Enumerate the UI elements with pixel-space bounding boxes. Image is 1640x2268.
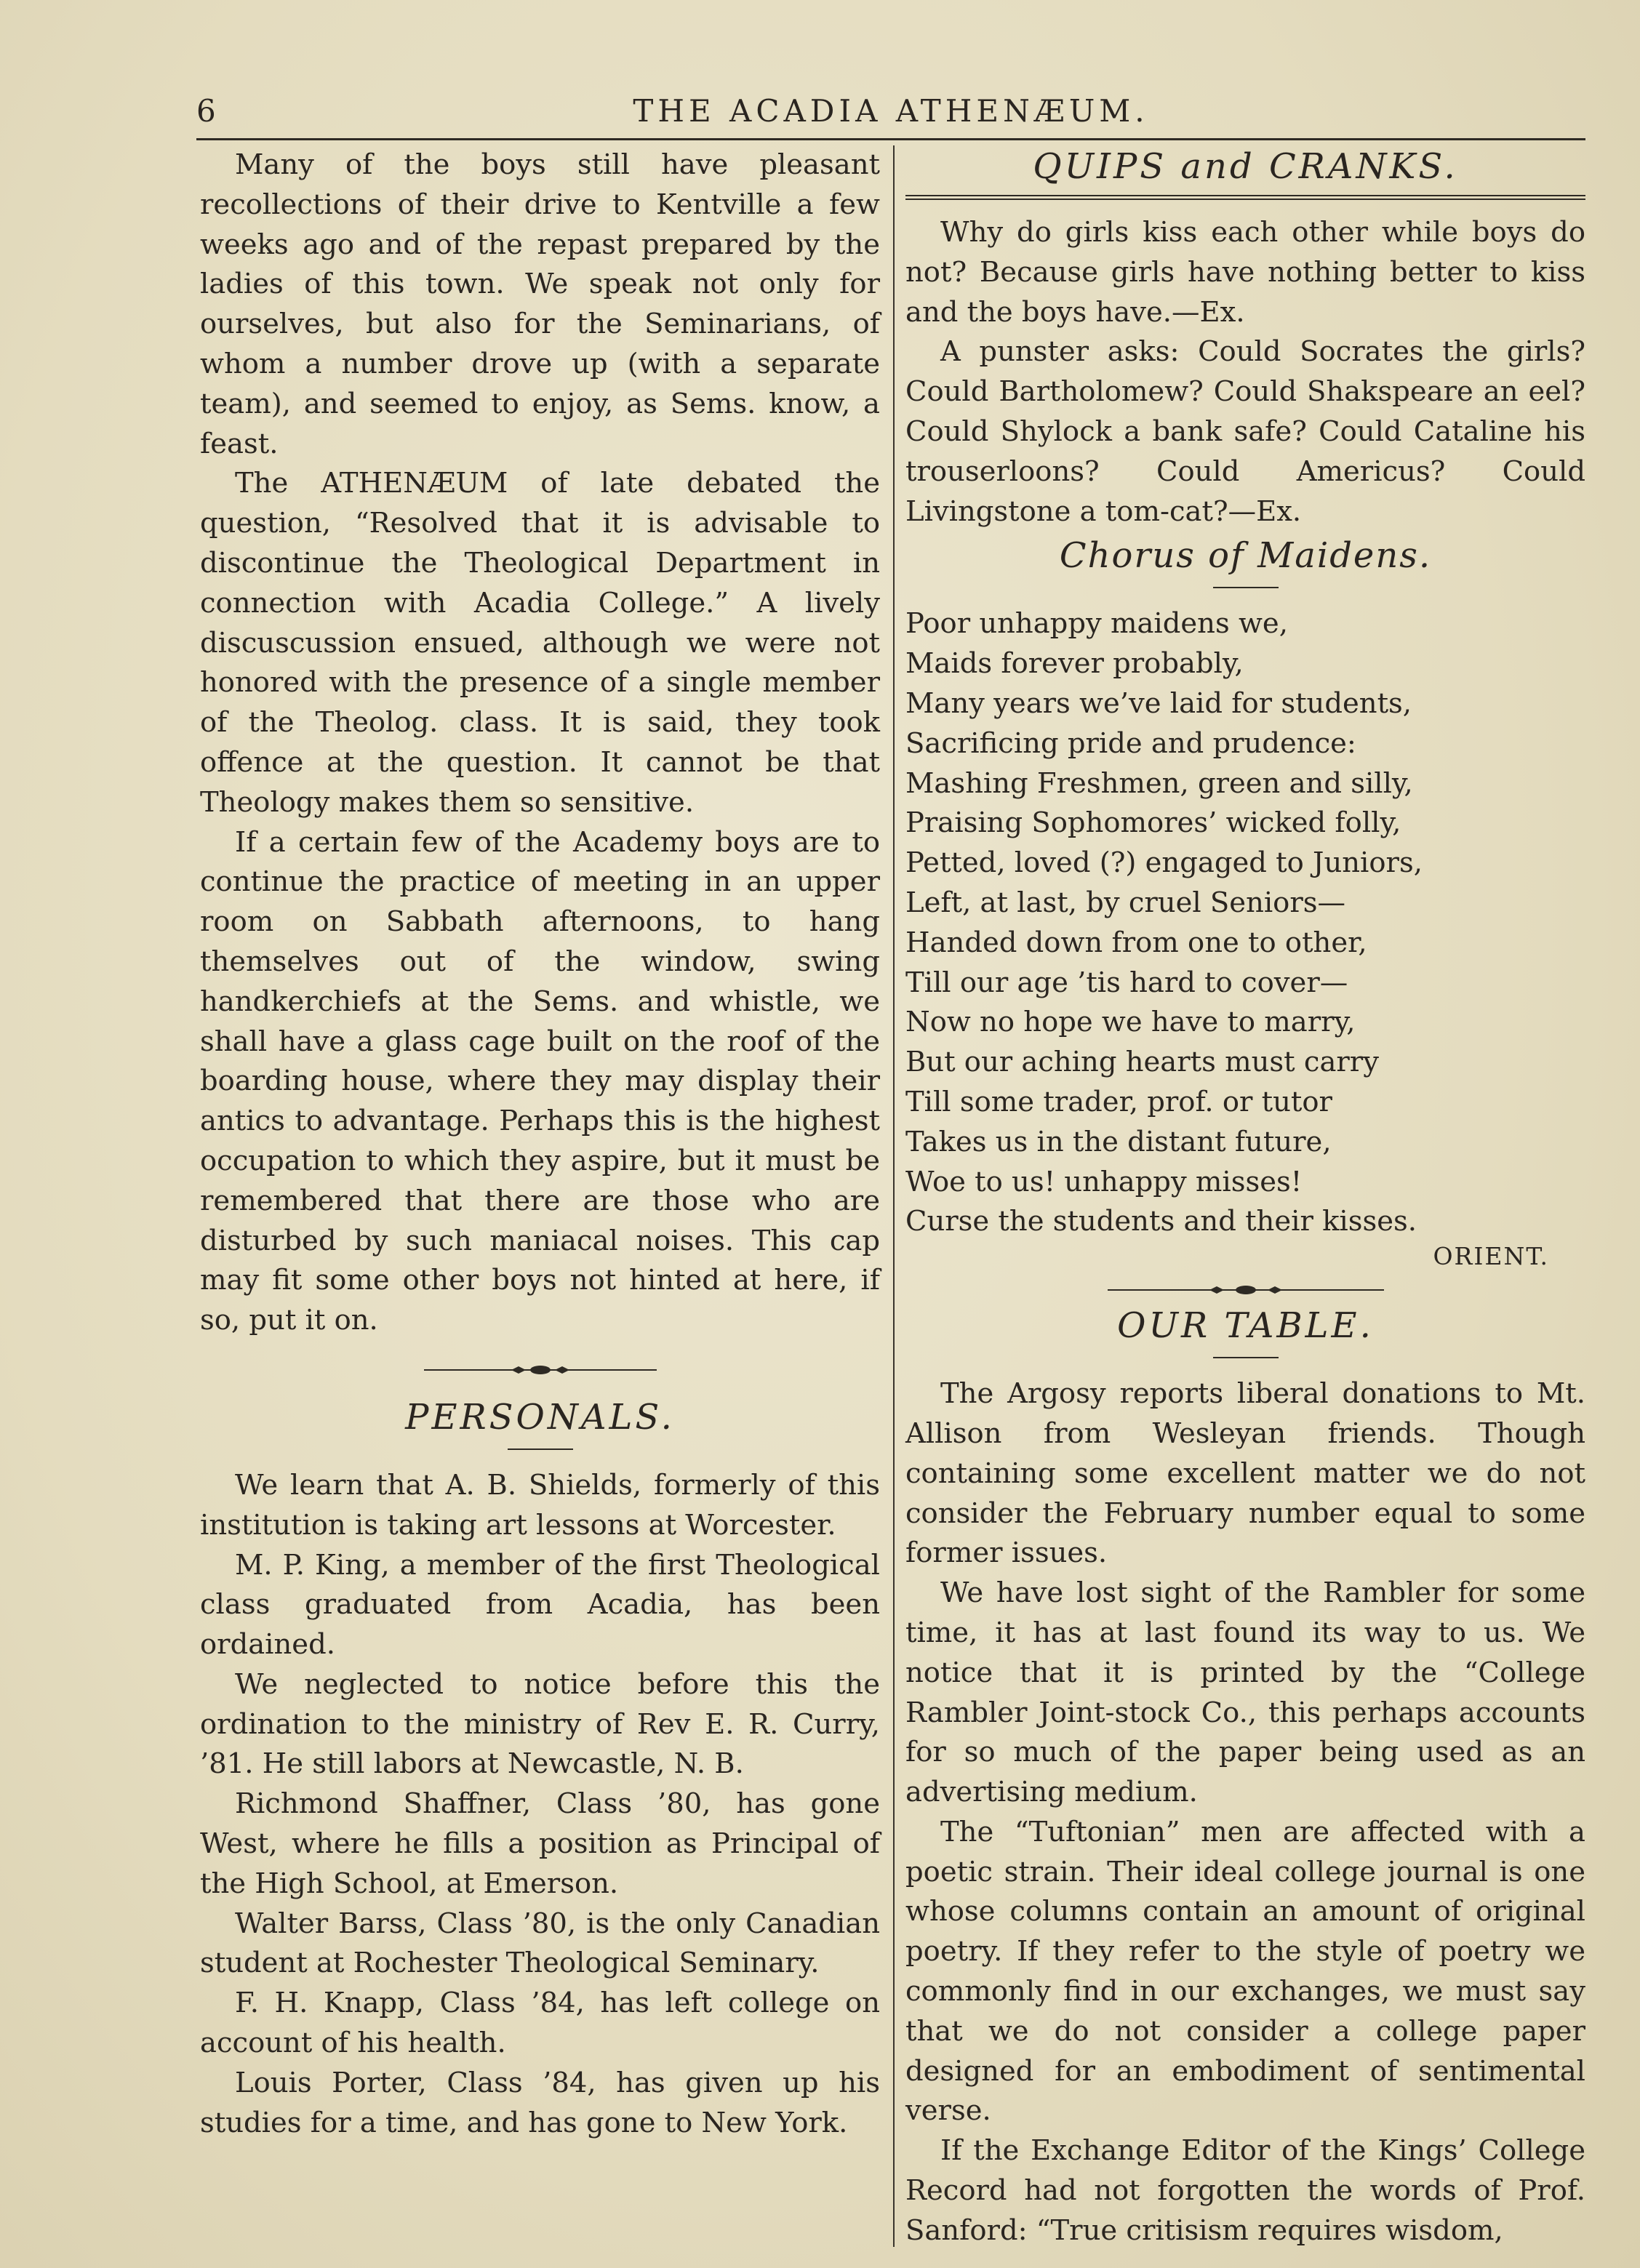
our-table-paragraph: The “Tuftonian” men are affected with a poetic strain. Their ideal college journal is one whose columns contain an amount of original poetry. If they refer to the style of poetry we commonly find in our exchanges, we must say that we do not consider a college paper designed for an embodiment of sentimental verse. (905, 1815, 1585, 2128)
verse-line: Till some trader, prof. or tutor (905, 1085, 1332, 1118)
column-divider (893, 145, 895, 2247)
personals-item: M. P. King, a member of the first Theological class graduated from Acadia, has been ordained. (200, 1548, 880, 1662)
right-column (905, 145, 1585, 2251)
double-rule (905, 195, 1585, 200)
our-table-paragraph: We have lost sight of the Rambler for some time, it has at last found its way to us. We notice that it is printed by the “College Rambler Joint-stock Co., this perhaps accounts for so much of the paper being used as an advertising medium. (905, 1576, 1585, 1809)
our-table-paragraph: If the Exchange Editor of the Kings’ College Record had not forgotten the words of Prof. Sanford: “True critisism requires wisdom, (905, 2134, 1585, 2247)
left-column (200, 145, 880, 2143)
signature: ORIENT. (1433, 1242, 1549, 1271)
header-rule (196, 138, 1585, 140)
ornament-divider (424, 1363, 657, 1377)
our-table-paragraph: The Argosy reports liberal donations to Mt. Allison from Wesleyan friends. Though containing some excellent matter we do not consider the February number equal to some former issues. (905, 1377, 1585, 1570)
verse-line: Woe to us! unhappy misses! (905, 1165, 1303, 1198)
personals-item: We learn that A. B. Shields, formerly of this institution is taking art lessons at Worcester. (200, 1468, 880, 1542)
personals-title: PERSONALS. (405, 1396, 675, 1438)
title-rule (1213, 1357, 1279, 1358)
verse-line: Petted, loved (?) engaged to Juniors, (905, 846, 1423, 880)
page-header (196, 93, 1585, 137)
verse-line: Sacrificing pride and prudence: (905, 726, 1356, 760)
quips-title: QUIPS and CRANKS. (1033, 146, 1458, 187)
verse-line: Mashing Freshmen, green and silly, (905, 766, 1413, 800)
verse-line: Maids forever probably, (905, 647, 1244, 681)
verse-line: Poor unhappy maidens we, (905, 607, 1288, 641)
verse-line: Left, at last, by cruel Seniors— (905, 886, 1346, 919)
paragraph-academy-boys: If a certain few of the Academy boys are to continue the practice of meeting in an upper room on Sabbath afternoons, to hang themselves out of the window, swing handkerchiefs at the Sems. and whistle, we shall have a glass cage built on the roof of the boarding house, where they may display their antics to advantage. Perhaps this is the highest occupation to which they aspire, but it must be remembered that there are those who are disturbed by such maniacal noises. This cap may fit some other boys not hinted at here, if so, put it on. (200, 825, 880, 1337)
ornament-divider (1108, 1283, 1384, 1297)
chorus-verse (905, 604, 1585, 1242)
personals-item: We neglected to notice before this the ordination to the ministry of Rev E. R. Curry, ’81. He still labors at Newcastle, N. B. (200, 1667, 880, 1781)
verse-line: Curse the students and their kisses. (905, 1205, 1417, 1238)
quip-paragraph: Why do girls kiss each other while boys do not? Because girls have nothing better to kiss and the boys have.—Ex. (905, 216, 1585, 329)
verse-line: Praising Sophomores’ wicked folly, (905, 806, 1401, 840)
verse-line: Till our age ’tis hard to cover— (905, 966, 1348, 999)
personals-item: Walter Barss, Class ’80, is the only Canadian student at Rochester Theological Seminary. (200, 1907, 880, 1980)
verse-line: Many years we’ve laid for students, (905, 686, 1412, 720)
quip-paragraph: A punster asks: Could Socrates the girls? Could Bartholomew? Could Shakspeare an eel? Could Shylock a bank safe? Could Cataline his trouserloons? Could Americus? Could Livingstone a tom-cat?—Ex. (905, 335, 1585, 528)
personals-item: F. H. Knapp, Class ’84, has left college on account of his health. (200, 1987, 880, 2060)
verse-line: Handed down from one to other, (905, 926, 1367, 959)
verse-line: Now no hope we have to marry, (905, 1006, 1356, 1039)
paragraph-athenaeum-debate: The ATHENÆUM of late debated the question, “Resolved that it is advisable to discontinue the Theological Department in connection with Acadia College.” A lively discuscussion ensued, although we were not honored with the presence of a single member of the Theolog. class. It is said, they took offence at the question. It cannot be that Theology makes them so sensitive. (200, 467, 880, 819)
title-rule (508, 1448, 573, 1450)
chorus-title: Chorus of Maidens. (1059, 535, 1432, 577)
personals-item: Richmond Shaffner, Class ’80, has gone West, where he fills a position as Principal of the High School, at Emerson. (200, 1787, 880, 1900)
verse-line: But our aching hearts must carry (905, 1046, 1379, 1079)
our-table-title: OUR TABLE. (1117, 1305, 1374, 1347)
running-title: THE ACADIA ATHENÆUM. (633, 93, 1149, 129)
verse-line: Takes us in the distant future, (905, 1125, 1332, 1158)
paragraph-kentville-drive: Many of the boys still have pleasant recollections of their drive to Kentville a few weeks ago and of the repast prepared by the ladies of this town. We speak not only for ourselves, but also for the Seminarians, of whom a number drove up (with a separate team), and seemed to enjoy, as Sems. know, a feast. (200, 148, 880, 460)
personals-item: Louis Porter, Class ’84, has given up his studies for a time, and has gone to New York. (200, 2066, 880, 2139)
page-number: 6 (196, 93, 216, 129)
title-rule (1213, 587, 1279, 588)
